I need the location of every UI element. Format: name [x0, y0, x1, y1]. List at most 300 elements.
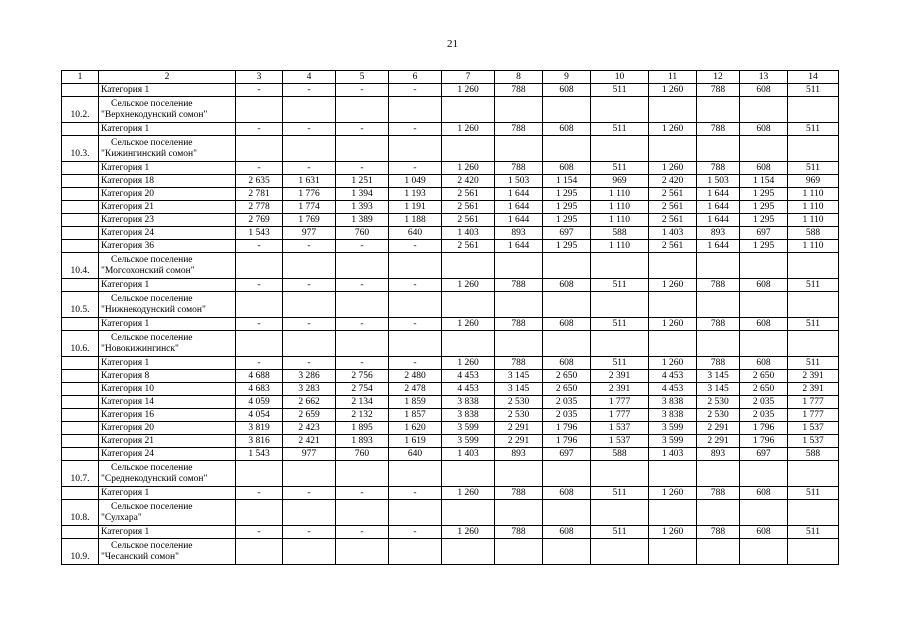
value-cell: - — [283, 487, 336, 500]
value-cell: 788 — [697, 84, 740, 97]
settlement-row — [62, 97, 839, 123]
empty-cell — [697, 253, 740, 279]
column-header: 13 — [740, 71, 788, 84]
value-cell: 2 035 — [740, 409, 788, 422]
value-cell: 1 295 — [740, 214, 788, 227]
value-cell: 608 — [543, 318, 591, 331]
column-header: 4 — [283, 71, 336, 84]
value-cell: 2 423 — [283, 422, 336, 435]
value-cell: 2 391 — [591, 383, 649, 396]
empty-cell — [697, 292, 740, 318]
empty-cell — [236, 136, 283, 162]
empty-cell — [591, 253, 649, 279]
value-cell: 511 — [788, 123, 839, 136]
empty-cell — [740, 97, 788, 123]
value-cell: 1 110 — [788, 214, 839, 227]
settlement-type: Сельское поселение — [111, 462, 193, 473]
value-cell: - — [283, 318, 336, 331]
column-header: 5 — [336, 71, 389, 84]
column-header: 2 — [99, 71, 236, 84]
empty-cell — [591, 136, 649, 162]
empty-cell — [236, 331, 283, 357]
empty-cell — [236, 292, 283, 318]
empty-cell — [495, 461, 543, 487]
value-cell: 4 453 — [442, 370, 495, 383]
value-cell: 2 421 — [283, 435, 336, 448]
value-cell: 2 480 — [389, 370, 442, 383]
value-cell: - — [236, 318, 283, 331]
value-cell: 2 769 — [236, 214, 283, 227]
empty-cell — [283, 461, 336, 487]
value-cell: 511 — [788, 318, 839, 331]
value-cell: 788 — [495, 123, 543, 136]
row-number — [62, 214, 99, 227]
value-cell: 1 295 — [543, 188, 591, 201]
settlement-title: "Сулхара" — [101, 512, 142, 523]
value-cell: - — [336, 240, 389, 253]
settlement-name — [99, 539, 236, 565]
settlement-title: "Среднекодунский сомон" — [101, 473, 208, 484]
value-cell: 2 659 — [283, 409, 336, 422]
column-header: 1 — [62, 71, 99, 84]
empty-cell — [543, 97, 591, 123]
settlement-title: "Кижингинский сомон" — [101, 148, 197, 159]
empty-cell — [495, 292, 543, 318]
value-cell: 893 — [697, 448, 740, 461]
value-cell: 1 260 — [649, 526, 697, 539]
settlement-row — [62, 539, 839, 565]
value-cell: - — [336, 279, 389, 292]
row-number — [62, 487, 99, 500]
value-cell: - — [283, 357, 336, 370]
empty-cell — [442, 136, 495, 162]
empty-cell — [649, 253, 697, 279]
empty-cell — [740, 292, 788, 318]
value-cell: 1 403 — [442, 448, 495, 461]
empty-cell — [389, 331, 442, 357]
column-header: 7 — [442, 71, 495, 84]
value-cell: 2 530 — [495, 409, 543, 422]
empty-cell — [442, 97, 495, 123]
value-cell: 608 — [740, 526, 788, 539]
value-cell: 1 260 — [649, 357, 697, 370]
empty-cell — [649, 292, 697, 318]
category-label: Категория 21 — [99, 201, 236, 214]
empty-cell — [697, 136, 740, 162]
value-cell: 2 478 — [389, 383, 442, 396]
empty-cell — [283, 292, 336, 318]
value-cell: 1 777 — [591, 396, 649, 409]
value-cell: 788 — [495, 487, 543, 500]
value-cell: - — [236, 240, 283, 253]
value-cell: 2 635 — [236, 175, 283, 188]
empty-cell — [336, 331, 389, 357]
row-number — [62, 227, 99, 240]
value-cell: 1 193 — [389, 188, 442, 201]
value-cell: 893 — [697, 227, 740, 240]
value-cell: - — [283, 162, 336, 175]
value-cell: 588 — [788, 448, 839, 461]
value-cell: 511 — [591, 162, 649, 175]
value-cell: 760 — [336, 227, 389, 240]
value-cell: 511 — [788, 84, 839, 97]
value-cell: 2 391 — [788, 370, 839, 383]
value-cell: 1 769 — [283, 214, 336, 227]
value-cell: 608 — [543, 526, 591, 539]
empty-cell — [697, 539, 740, 565]
empty-cell — [336, 253, 389, 279]
value-cell: 3 599 — [649, 435, 697, 448]
value-cell: 2 650 — [543, 370, 591, 383]
value-cell: 2 561 — [649, 201, 697, 214]
empty-cell — [788, 136, 839, 162]
empty-cell — [543, 539, 591, 565]
row-number — [62, 162, 99, 175]
value-cell: 1 503 — [697, 175, 740, 188]
settlement-row — [62, 500, 839, 526]
row-number — [62, 188, 99, 201]
value-cell: - — [336, 526, 389, 539]
value-cell: 2 650 — [543, 383, 591, 396]
value-cell: 1 295 — [543, 240, 591, 253]
value-cell: 788 — [495, 357, 543, 370]
value-cell: 1 110 — [591, 201, 649, 214]
value-cell: - — [283, 123, 336, 136]
value-cell: - — [283, 84, 336, 97]
value-cell: 3 286 — [283, 370, 336, 383]
value-cell: 1 543 — [236, 448, 283, 461]
value-cell: - — [236, 123, 283, 136]
value-cell: - — [389, 162, 442, 175]
value-cell: 788 — [495, 526, 543, 539]
value-cell: 3 838 — [442, 396, 495, 409]
empty-cell — [389, 539, 442, 565]
value-cell: - — [336, 123, 389, 136]
table-row — [62, 422, 839, 435]
value-cell: 977 — [283, 227, 336, 240]
settlement-type: Сельское поселение — [111, 332, 193, 343]
table-row — [62, 240, 839, 253]
column-header: 3 — [236, 71, 283, 84]
value-cell: 2 291 — [697, 422, 740, 435]
row-number — [62, 435, 99, 448]
empty-cell — [740, 539, 788, 565]
tariff-table — [61, 70, 839, 565]
value-cell: 1 260 — [442, 279, 495, 292]
empty-cell — [649, 500, 697, 526]
column-header: 9 — [543, 71, 591, 84]
value-cell: 1 260 — [649, 487, 697, 500]
value-cell: 511 — [788, 487, 839, 500]
value-cell: 608 — [543, 487, 591, 500]
row-number — [62, 279, 99, 292]
value-cell: 588 — [591, 227, 649, 240]
empty-cell — [591, 97, 649, 123]
category-label: Категория 1 — [99, 318, 236, 331]
value-cell: 697 — [740, 448, 788, 461]
empty-cell — [543, 136, 591, 162]
table-row — [62, 318, 839, 331]
empty-cell — [389, 461, 442, 487]
value-cell: 3 838 — [649, 409, 697, 422]
value-cell: 1 260 — [649, 123, 697, 136]
value-cell: 608 — [740, 357, 788, 370]
value-cell: 1 260 — [649, 162, 697, 175]
value-cell: 1 796 — [740, 422, 788, 435]
empty-cell — [495, 253, 543, 279]
value-cell: 608 — [543, 123, 591, 136]
value-cell: 1 191 — [389, 201, 442, 214]
empty-cell — [336, 500, 389, 526]
value-cell: 1 537 — [591, 422, 649, 435]
value-cell: 511 — [788, 357, 839, 370]
value-cell: 697 — [543, 227, 591, 240]
value-cell: 2 530 — [495, 396, 543, 409]
category-label: Категория 36 — [99, 240, 236, 253]
empty-cell — [236, 253, 283, 279]
value-cell: 511 — [591, 357, 649, 370]
value-cell: - — [283, 279, 336, 292]
empty-cell — [336, 539, 389, 565]
value-cell: 4 453 — [649, 370, 697, 383]
value-cell: 1 774 — [283, 201, 336, 214]
empty-cell — [236, 97, 283, 123]
value-cell: 511 — [788, 526, 839, 539]
row-number: 10.4. — [62, 253, 99, 279]
value-cell: 3 283 — [283, 383, 336, 396]
value-cell: 1 295 — [740, 240, 788, 253]
row-number: 10.8. — [62, 500, 99, 526]
row-number: 10.3. — [62, 136, 99, 162]
settlement-name — [99, 461, 236, 487]
value-cell: 1 644 — [495, 214, 543, 227]
empty-cell — [442, 461, 495, 487]
value-cell: - — [236, 162, 283, 175]
value-cell: - — [336, 357, 389, 370]
empty-cell — [649, 136, 697, 162]
value-cell: - — [389, 526, 442, 539]
value-cell: 1 893 — [336, 435, 389, 448]
row-number — [62, 370, 99, 383]
value-cell: 788 — [697, 123, 740, 136]
value-cell: 608 — [740, 318, 788, 331]
category-label: Категория 23 — [99, 214, 236, 227]
category-label: Категория 24 — [99, 448, 236, 461]
value-cell: 1 620 — [389, 422, 442, 435]
settlement-name — [99, 136, 236, 162]
category-label: Категория 20 — [99, 422, 236, 435]
value-cell: 1 295 — [740, 201, 788, 214]
category-label: Категория 8 — [99, 370, 236, 383]
value-cell: - — [283, 526, 336, 539]
value-cell: 608 — [740, 84, 788, 97]
column-header: 14 — [788, 71, 839, 84]
value-cell: 1 537 — [788, 435, 839, 448]
table-body — [62, 71, 839, 565]
value-cell: 608 — [740, 487, 788, 500]
value-cell: 697 — [740, 227, 788, 240]
value-cell: 2 035 — [740, 396, 788, 409]
settlement-row — [62, 331, 839, 357]
empty-cell — [788, 292, 839, 318]
table-row — [62, 448, 839, 461]
value-cell: 1 503 — [495, 175, 543, 188]
value-cell: 788 — [697, 357, 740, 370]
table-row — [62, 279, 839, 292]
empty-cell — [740, 331, 788, 357]
value-cell: 1 644 — [495, 240, 543, 253]
category-label: Категория 1 — [99, 357, 236, 370]
empty-cell — [495, 331, 543, 357]
empty-cell — [495, 539, 543, 565]
settlement-name — [99, 331, 236, 357]
value-cell: - — [336, 318, 389, 331]
empty-cell — [389, 253, 442, 279]
settlement-row — [62, 253, 839, 279]
table-row — [62, 370, 839, 383]
value-cell: 1 859 — [389, 396, 442, 409]
empty-cell — [283, 500, 336, 526]
value-cell: - — [389, 357, 442, 370]
value-cell: 788 — [495, 162, 543, 175]
empty-cell — [591, 539, 649, 565]
empty-cell — [389, 136, 442, 162]
value-cell: 788 — [495, 318, 543, 331]
value-cell: 4 688 — [236, 370, 283, 383]
value-cell: 2 778 — [236, 201, 283, 214]
empty-cell — [788, 331, 839, 357]
empty-cell — [591, 461, 649, 487]
value-cell: 588 — [591, 448, 649, 461]
value-cell: 2 561 — [442, 201, 495, 214]
settlement-row — [62, 292, 839, 318]
value-cell: 2 391 — [591, 370, 649, 383]
empty-cell — [697, 97, 740, 123]
value-cell: 1 403 — [442, 227, 495, 240]
category-label: Категория 14 — [99, 396, 236, 409]
settlement-type: Сельское поселение — [111, 501, 193, 512]
value-cell: 697 — [543, 448, 591, 461]
value-cell: 1 260 — [649, 318, 697, 331]
empty-cell — [788, 461, 839, 487]
value-cell: - — [336, 487, 389, 500]
table-row — [62, 84, 839, 97]
empty-cell — [236, 461, 283, 487]
value-cell: 2 035 — [543, 396, 591, 409]
value-cell: 1 110 — [788, 240, 839, 253]
value-cell: 1 154 — [740, 175, 788, 188]
table-row — [62, 435, 839, 448]
value-cell: 608 — [543, 162, 591, 175]
empty-cell — [442, 292, 495, 318]
empty-cell — [236, 539, 283, 565]
value-cell: 2 530 — [697, 409, 740, 422]
value-cell: 2 650 — [740, 370, 788, 383]
table-row — [62, 227, 839, 240]
row-number: 10.7. — [62, 461, 99, 487]
row-number — [62, 422, 99, 435]
empty-cell — [649, 539, 697, 565]
value-cell: 3 816 — [236, 435, 283, 448]
value-cell: 1 295 — [543, 201, 591, 214]
category-label: Категория 1 — [99, 526, 236, 539]
value-cell: 511 — [591, 279, 649, 292]
page-number: 21 — [447, 38, 458, 50]
settlement-name — [99, 292, 236, 318]
value-cell: 1 110 — [591, 214, 649, 227]
empty-cell — [442, 331, 495, 357]
value-cell: - — [389, 240, 442, 253]
value-cell: 1 393 — [336, 201, 389, 214]
column-header: 6 — [389, 71, 442, 84]
value-cell: 2 561 — [442, 188, 495, 201]
empty-cell — [788, 253, 839, 279]
row-number — [62, 318, 99, 331]
value-cell: 1 403 — [649, 227, 697, 240]
row-number: 10.9. — [62, 539, 99, 565]
settlement-row — [62, 136, 839, 162]
value-cell: 1 644 — [495, 188, 543, 201]
value-cell: 3 145 — [495, 383, 543, 396]
category-label: Категория 1 — [99, 487, 236, 500]
empty-cell — [442, 539, 495, 565]
empty-cell — [283, 253, 336, 279]
empty-cell — [236, 500, 283, 526]
value-cell: 1 644 — [697, 188, 740, 201]
value-cell: 2 291 — [495, 435, 543, 448]
value-cell: 1 260 — [442, 357, 495, 370]
value-cell: - — [389, 487, 442, 500]
empty-cell — [591, 500, 649, 526]
value-cell: 2 291 — [495, 422, 543, 435]
value-cell: 893 — [495, 448, 543, 461]
value-cell: - — [336, 84, 389, 97]
row-number — [62, 201, 99, 214]
value-cell: - — [389, 84, 442, 97]
category-label: Категория 10 — [99, 383, 236, 396]
row-number — [62, 84, 99, 97]
row-number: 10.6. — [62, 331, 99, 357]
row-number — [62, 240, 99, 253]
table-row — [62, 487, 839, 500]
empty-cell — [591, 331, 649, 357]
row-number — [62, 357, 99, 370]
table-row — [62, 396, 839, 409]
settlement-name — [99, 97, 236, 123]
value-cell: 2 420 — [649, 175, 697, 188]
empty-cell — [389, 292, 442, 318]
settlement-type: Сельское поселение — [111, 137, 193, 148]
settlement-type: Сельское поселение — [111, 98, 193, 109]
value-cell: 4 059 — [236, 396, 283, 409]
value-cell: 2 420 — [442, 175, 495, 188]
column-header: 8 — [495, 71, 543, 84]
row-number — [62, 396, 99, 409]
value-cell: 1 631 — [283, 175, 336, 188]
value-cell: 893 — [495, 227, 543, 240]
category-label: Категория 16 — [99, 409, 236, 422]
table-row — [62, 357, 839, 370]
column-header: 11 — [649, 71, 697, 84]
value-cell: 1 110 — [788, 201, 839, 214]
empty-cell — [442, 253, 495, 279]
value-cell: 3 145 — [697, 383, 740, 396]
value-cell: 1 260 — [442, 162, 495, 175]
value-cell: 1 537 — [591, 435, 649, 448]
row-number — [62, 526, 99, 539]
value-cell: 1 537 — [788, 422, 839, 435]
value-cell: 3 599 — [649, 422, 697, 435]
